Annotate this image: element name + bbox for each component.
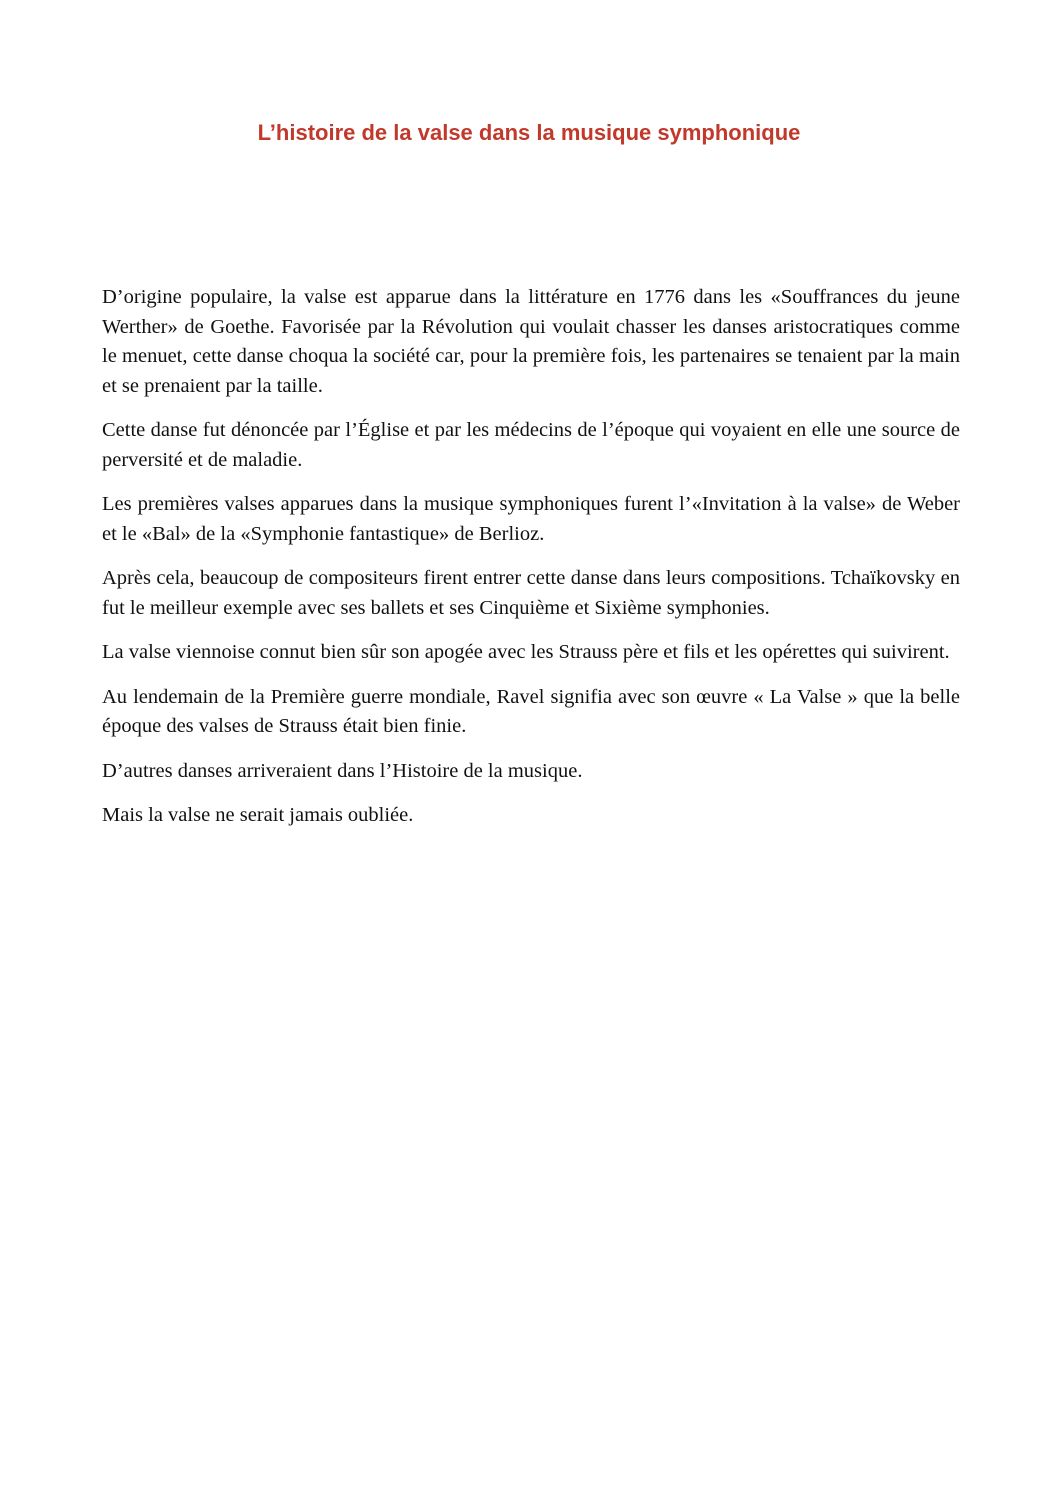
paragraph: Les premières valses apparues dans la musique symphoniques furent l’«Invitation à la valse» de Weber et le «Bal» de la «Symphonie fantastique» de Berlioz.: [102, 493, 960, 545]
paragraph: Après cela, beaucoup de compositeurs firent entrer cette danse dans leurs compositions. Tchaïkovsky en fut le meilleur exemple avec ses ballets et ses Cinquième et Sixième symphonies.: [102, 567, 960, 619]
paragraph: Cette danse fut dénoncée par l’Église et par les médecins de l’époque qui voyaient en elle une source de perversité et de maladie.: [102, 419, 960, 471]
paragraph: Au lendemain de la Première guerre mondiale, Ravel signifia avec son œuvre « La Valse » que la belle époque des valses de Strauss était bien finie.: [102, 685, 960, 737]
paragraph: D’autres danses arriveraient dans l’Histoire de la musique.: [102, 759, 583, 782]
paragraph: D’origine populaire, la valse est apparue dans la littérature en 1776 dans les «Souffrances du jeune Werther» de Goethe. Favorisée par la Révolution qui voulait chasser les danses aristocratiques comme le menuet, cette danse choqua la société car, pour la première fois, les partenaires se tenaient par la main et se prenaient par la taille.: [102, 286, 960, 397]
paragraph: Mais la valse ne serait jamais oubliée.: [102, 804, 414, 826]
document-title: L’histoire de la valse dans la musique symphonique: [257, 120, 801, 145]
paragraph: La valse viennoise connut bien sûr son apogée avec les Strauss père et fils et les opérettes qui suivirent.: [102, 641, 950, 663]
document-body: [102, 283, 960, 846]
